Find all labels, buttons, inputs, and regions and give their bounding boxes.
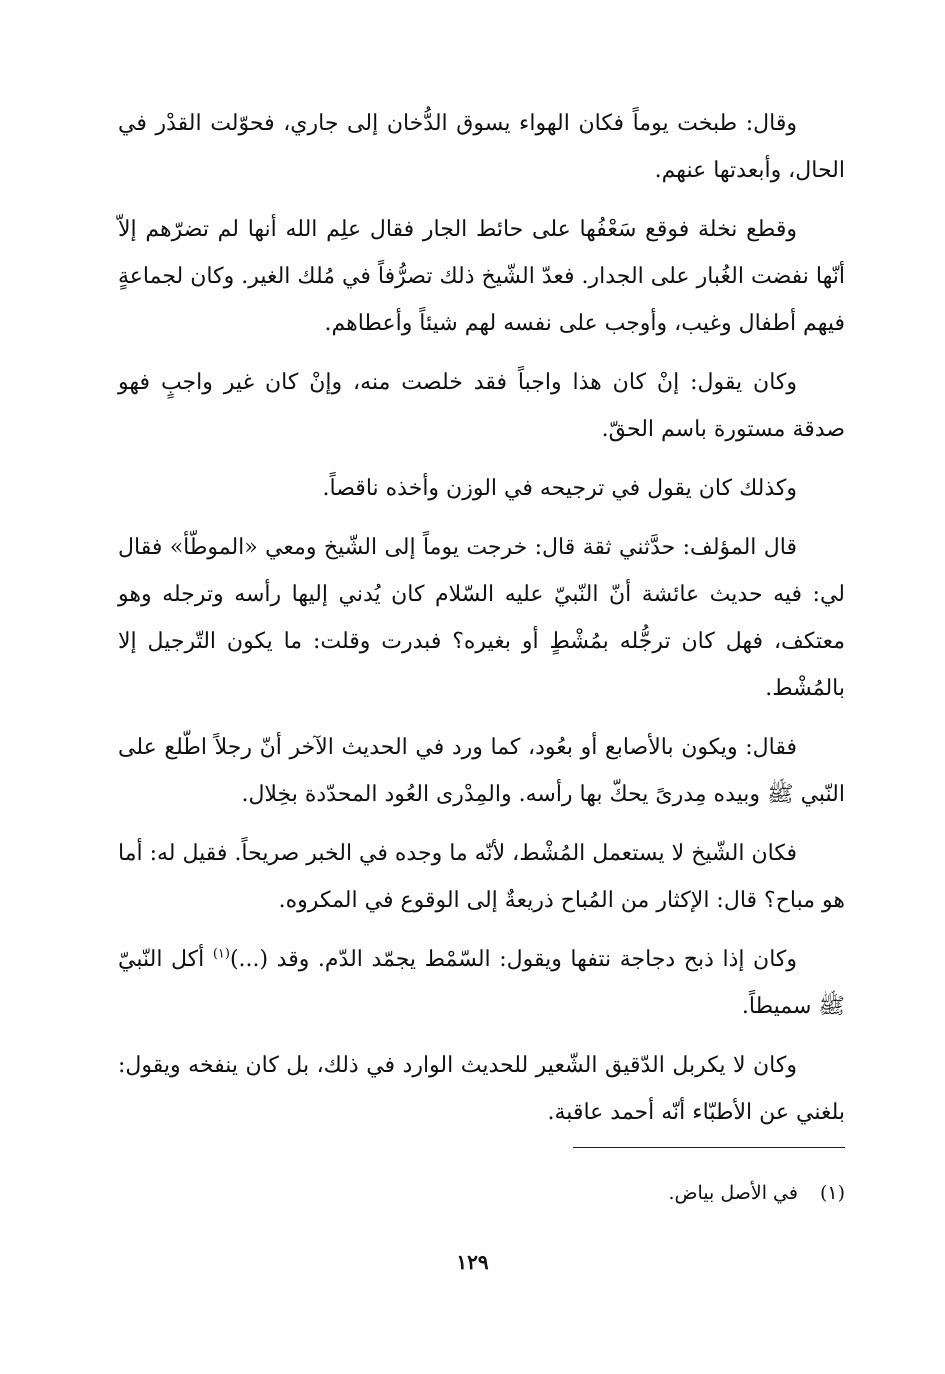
main-text	[118, 100, 845, 1148]
paragraph-8-text-end: أكل النّبيّ ﷺ سميطاً.	[118, 947, 845, 1019]
paragraph-6: فقال: ويكون بالأصابع أو بعُود، كما ورد في الحديث الآخر أنّ رجلاً اطّلع على النّبي ﷺ وبيده مِدرىً يحكّ بها رأسه. والمِدْرى العُود المحدّدة بخِلال.	[118, 735, 845, 807]
paragraph-3: وكان يقول: إنْ كان هذا واجباً فقد خلصت منه، وإنْ كان غير واجبٍ فهو صدقة مستورة باسم الحقّ.	[118, 370, 845, 442]
paragraph-8-text-start: وكان إذا ذبح دجاجة نتفها ويقول: السّمْط يجمّد الدّم. وقد (...)	[229, 947, 797, 972]
paragraph-2: وقطع نخلة فوقع سَعْفُها على حائط الجار فقال علِم الله أنها لم تضرّهم إلاّ أنّها نفضت الغُبار على الجدار. فعدّ الشّيخ ذلك تصرُّفاً في مُلك الغير. وكان لجماعةٍ فيهم أطفال وغيب، وأوجب على نفسه لهم شيئاً وأعطاهم.	[118, 217, 845, 336]
footnote-divider	[573, 1147, 845, 1148]
paragraph-7: فكان الشّيخ لا يستعمل المُشْط، لأنّه ما وجده في الخبر صريحاً. فقيل له: أما هو مباح؟ قال: الإكثار من المُباح ذريعةٌ إلى الوقوع في المكروه.	[118, 841, 845, 913]
paragraph-9: وكان لا يكربل الدّقيق الشّعير للحديث الوارد في ذلك، بل كان ينفخه ويقول: بلغني عن الأطبّاء أنّه أحمد عاقبة.	[118, 1053, 845, 1125]
page-number: ١٢٩	[456, 1250, 489, 1274]
paragraph-5: قال المؤلف: حدَّثني ثقة قال: خرجت يوماً إلى الشّيخ ومعي «الموطّأ» فقال لي: فيه حديث عائشة أنّ النّبيّ عليه السّلام كان يُدني إليها رأسه وترجله وهو معتكف، فهل كان ترجُّله بمُشْطٍ أو بغيره؟ فبدرت وقلت: ما يكون التّرجيل إلا بالمُشْط.	[118, 535, 845, 701]
footnote-reference: (١)	[212, 946, 230, 962]
footnote-marker: (١)	[819, 1182, 845, 1204]
paragraph-1: وقال: طبخت يوماً فكان الهواء يسوق الدُّخان إلى جاري، فحوّلت القدْر في الحال، وأبعدتها عنهم.	[118, 111, 845, 183]
paragraph-8	[118, 936, 845, 1030]
footnote	[668, 1178, 845, 1208]
paragraph-4: وكذلك كان يقول في ترجيحه في الوزن وأخذه ناقصاً.	[322, 476, 797, 501]
footnote-text: في الأصل بياض.	[668, 1182, 798, 1204]
